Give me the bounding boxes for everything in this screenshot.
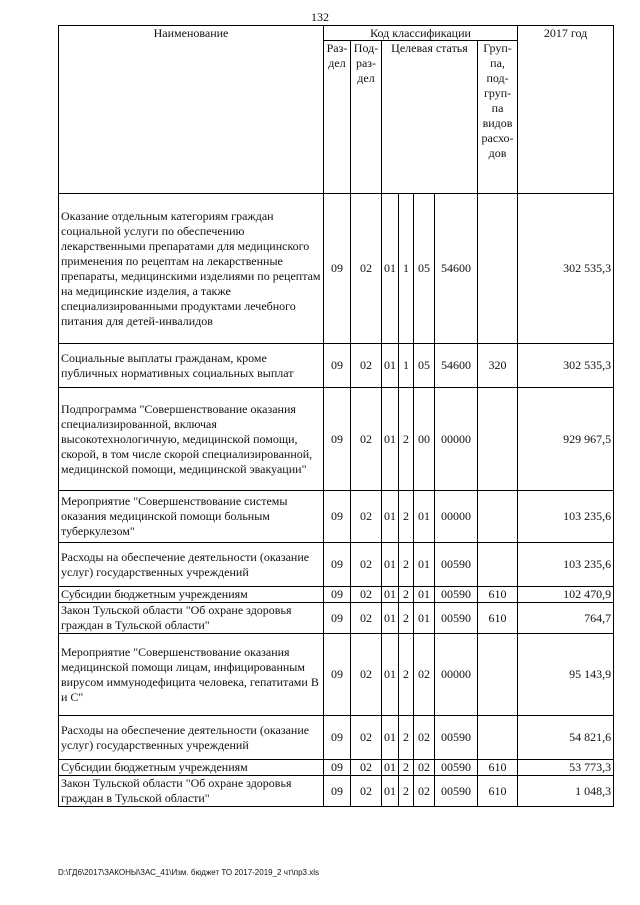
row-t2: 2 bbox=[399, 543, 414, 587]
row-t2: 1 bbox=[399, 344, 414, 388]
row-t2: 2 bbox=[399, 491, 414, 543]
row-t1: 01 bbox=[382, 716, 399, 760]
row-t4: 00590 bbox=[435, 716, 478, 760]
row-t4: 54600 bbox=[435, 344, 478, 388]
row-amount: 102 470,9 bbox=[518, 587, 614, 603]
table-row bbox=[59, 634, 614, 716]
row-group: 320 bbox=[478, 344, 518, 388]
row-t4: 00000 bbox=[435, 388, 478, 491]
row-t3: 00 bbox=[414, 388, 435, 491]
row-section: 09 bbox=[324, 587, 351, 603]
table-row bbox=[59, 543, 614, 587]
table-row bbox=[59, 344, 614, 388]
row-subsection: 02 bbox=[351, 760, 382, 776]
row-t3: 01 bbox=[414, 587, 435, 603]
row-t3: 01 bbox=[414, 491, 435, 543]
row-t3: 02 bbox=[414, 634, 435, 716]
row-group: 610 bbox=[478, 776, 518, 807]
table-row bbox=[59, 587, 614, 603]
row-t3: 01 bbox=[414, 543, 435, 587]
header-expense-group: Груп- па, под- груп- па видов расхо- дов bbox=[478, 41, 518, 194]
row-section: 09 bbox=[324, 603, 351, 634]
row-name: Мероприятие "Совершенствование оказания медицинской помощи лицам, инфицированным вирусом иммунодефицита человека, гепатитами В и С" bbox=[59, 634, 324, 716]
row-group: 610 bbox=[478, 587, 518, 603]
row-t3: 05 bbox=[414, 194, 435, 344]
row-t1: 01 bbox=[382, 543, 399, 587]
row-group bbox=[478, 388, 518, 491]
table-row bbox=[59, 388, 614, 491]
row-section: 09 bbox=[324, 543, 351, 587]
row-t2: 2 bbox=[399, 388, 414, 491]
table-row bbox=[59, 716, 614, 760]
row-amount: 53 773,3 bbox=[518, 760, 614, 776]
row-t2: 2 bbox=[399, 634, 414, 716]
row-t2: 2 bbox=[399, 716, 414, 760]
page-number: 132 bbox=[311, 10, 329, 24]
row-t2: 2 bbox=[399, 587, 414, 603]
row-amount: 929 967,5 bbox=[518, 388, 614, 491]
row-amount: 302 535,3 bbox=[518, 194, 614, 344]
row-section: 09 bbox=[324, 760, 351, 776]
row-t1: 01 bbox=[382, 344, 399, 388]
row-subsection: 02 bbox=[351, 344, 382, 388]
row-t2: 2 bbox=[399, 776, 414, 807]
table-body bbox=[59, 194, 614, 807]
row-t3: 05 bbox=[414, 344, 435, 388]
header-section: Раз- дел bbox=[324, 41, 351, 194]
row-name: Расходы на обеспечение деятельности (оказание услуг) государственных учреждений bbox=[59, 543, 324, 587]
row-group: 610 bbox=[478, 603, 518, 634]
row-t4: 00000 bbox=[435, 634, 478, 716]
row-t3: 02 bbox=[414, 776, 435, 807]
row-group bbox=[478, 634, 518, 716]
header-subsection: Под- раз- дел bbox=[351, 41, 382, 194]
row-t2: 2 bbox=[399, 760, 414, 776]
row-amount: 103 235,6 bbox=[518, 543, 614, 587]
row-section: 09 bbox=[324, 716, 351, 760]
row-amount: 302 535,3 bbox=[518, 344, 614, 388]
row-t2: 1 bbox=[399, 194, 414, 344]
table-row bbox=[59, 776, 614, 807]
header-target-article: Целевая статья bbox=[382, 41, 478, 194]
row-section: 09 bbox=[324, 344, 351, 388]
table-row bbox=[59, 603, 614, 634]
row-t4: 00590 bbox=[435, 776, 478, 807]
row-t3: 01 bbox=[414, 603, 435, 634]
row-t1: 01 bbox=[382, 388, 399, 491]
row-t4: 00590 bbox=[435, 603, 478, 634]
row-t1: 01 bbox=[382, 587, 399, 603]
row-t2: 2 bbox=[399, 603, 414, 634]
row-subsection: 02 bbox=[351, 543, 382, 587]
table-row bbox=[59, 194, 614, 344]
row-t1: 01 bbox=[382, 194, 399, 344]
row-group bbox=[478, 491, 518, 543]
row-subsection: 02 bbox=[351, 587, 382, 603]
row-t4: 00000 bbox=[435, 491, 478, 543]
row-amount: 54 821,6 bbox=[518, 716, 614, 760]
row-t3: 02 bbox=[414, 716, 435, 760]
row-group bbox=[478, 716, 518, 760]
row-t1: 01 bbox=[382, 776, 399, 807]
budget-table bbox=[58, 25, 614, 807]
row-name: Подпрограмма "Совершенствование оказания специализированной, включая высокотехнологичную, медицинской помощи, скорой, в том числе скорой специализированной, медицинской помощи, медицинской эвакуации" bbox=[59, 388, 324, 491]
row-name: Субсидии бюджетным учреждениям bbox=[59, 760, 324, 776]
row-name: Мероприятие "Совершенствование системы оказания медицинской помощи больным туберкулезом" bbox=[59, 491, 324, 543]
row-t4: 00590 bbox=[435, 543, 478, 587]
row-section: 09 bbox=[324, 388, 351, 491]
row-subsection: 02 bbox=[351, 603, 382, 634]
row-name: Социальные выплаты гражданам, кроме публичных нормативных социальных выплат bbox=[59, 344, 324, 388]
table-row bbox=[59, 760, 614, 776]
row-t1: 01 bbox=[382, 634, 399, 716]
header-classification-code: Код классификации bbox=[324, 26, 518, 41]
row-t3: 02 bbox=[414, 760, 435, 776]
row-subsection: 02 bbox=[351, 634, 382, 716]
row-name: Закон Тульской области "Об охране здоровья граждан в Тульской области" bbox=[59, 603, 324, 634]
row-subsection: 02 bbox=[351, 194, 382, 344]
row-section: 09 bbox=[324, 776, 351, 807]
footer-file-path: D:\ГД6\2017\ЗАКОНЫ\ЗАС_41\Изм. бюджет ТО 2017-2019_2 чт\пр3.xls bbox=[58, 868, 320, 877]
row-section: 09 bbox=[324, 194, 351, 344]
row-name: Оказание отдельным категориям граждан социальной услуги по обеспечению лекарственными препаратами для медицинского применения по рецептам на лекарственные препараты, медицинскими изделиями по рецептам на медицинские изделия, а также специализированными продуктами лечебного питания для детей-инвалидов bbox=[59, 194, 324, 344]
row-subsection: 02 bbox=[351, 776, 382, 807]
row-amount: 95 143,9 bbox=[518, 634, 614, 716]
row-name: Закон Тульской области "Об охране здоровья граждан в Тульской области" bbox=[59, 776, 324, 807]
row-group bbox=[478, 194, 518, 344]
row-name: Расходы на обеспечение деятельности (оказание услуг) государственных учреждений bbox=[59, 716, 324, 760]
row-subsection: 02 bbox=[351, 491, 382, 543]
row-name: Субсидии бюджетным учреждениям bbox=[59, 587, 324, 603]
row-t4: 00590 bbox=[435, 760, 478, 776]
row-t4: 54600 bbox=[435, 194, 478, 344]
row-subsection: 02 bbox=[351, 388, 382, 491]
row-group bbox=[478, 543, 518, 587]
row-amount: 1 048,3 bbox=[518, 776, 614, 807]
row-section: 09 bbox=[324, 491, 351, 543]
row-section: 09 bbox=[324, 634, 351, 716]
header-name: Наименование bbox=[59, 26, 324, 194]
row-t4: 00590 bbox=[435, 587, 478, 603]
row-t1: 01 bbox=[382, 760, 399, 776]
row-amount: 764,7 bbox=[518, 603, 614, 634]
row-group: 610 bbox=[478, 760, 518, 776]
row-subsection: 02 bbox=[351, 716, 382, 760]
row-t1: 01 bbox=[382, 491, 399, 543]
row-amount: 103 235,6 bbox=[518, 491, 614, 543]
row-t1: 01 bbox=[382, 603, 399, 634]
header-year: 2017 год bbox=[518, 26, 614, 194]
table-row bbox=[59, 491, 614, 543]
